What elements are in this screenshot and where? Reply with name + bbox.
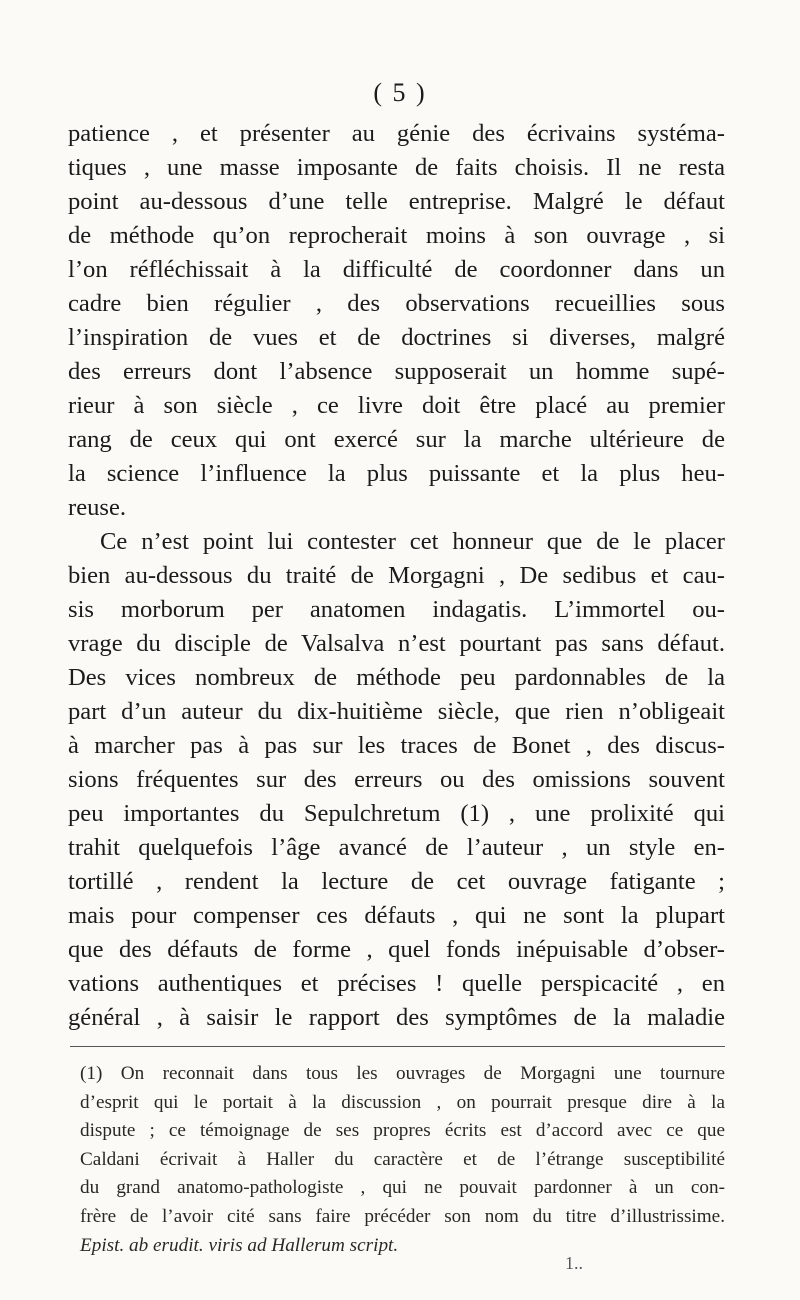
page-number: ( 5 ) xyxy=(373,78,427,107)
text-line: vations authentiques et précises ! quelle perspicacité , en xyxy=(68,970,725,997)
footnote-line: (1) On reconnait dans tous les ouvrages de Morgagni une tournure xyxy=(80,1063,725,1084)
footnote-line: du grand anatomo-pathologiste , qui ne pouvait pardonner à un con- xyxy=(80,1177,725,1199)
text-line: vrage du disciple de Valsalva n’est pourtant pas sans défaut. xyxy=(68,630,725,657)
text-line: l’inspiration de vues et de doctrines si diverses, malgré xyxy=(68,324,725,351)
text-line: reuse. xyxy=(68,494,127,521)
text-line: rieur à son siècle , ce livre doit être placé au premier xyxy=(68,392,725,419)
printer-signature-mark: 1.. xyxy=(565,1253,583,1273)
text-line: part d’un auteur du dix-huitième siècle, que rien n’obligeait xyxy=(68,698,725,725)
footnote xyxy=(80,1060,725,1260)
text-line: tiques , une masse imposante de faits choisis. Il ne resta xyxy=(68,154,725,181)
text-line: patience , et présenter au génie des écrivains systéma- xyxy=(68,120,725,147)
text-line: de méthode qu’on reprocherait moins à son ouvrage , si xyxy=(68,222,725,249)
text-line: cadre bien régulier , des observations recueillies sous xyxy=(68,290,725,317)
text-line: point au-dessous d’une telle entreprise. Malgré le défaut xyxy=(68,188,725,215)
text-line: mais pour compenser ces défauts , qui ne sont la plupart xyxy=(68,902,725,929)
text-line: Ce n’est point lui contester cet honneur que de le placer xyxy=(100,528,725,555)
text-line: rang de ceux qui ont exercé sur la marche ultérieure de xyxy=(68,426,725,453)
text-line: sions fréquentes sur des erreurs ou des omissions souvent xyxy=(68,766,725,793)
footnote-divider xyxy=(70,1046,725,1047)
main-text xyxy=(68,117,725,1035)
text-line: bien au-dessous du traité de Morgagni , De sedibus et cau- xyxy=(68,562,725,589)
footnote-line: dispute ; ce témoignage de ses propres écrits est d’accord avec ce que xyxy=(80,1120,725,1142)
footnote-line: Epist. ab erudit. viris ad Hallerum script. xyxy=(80,1234,399,1256)
footnote-line: d’esprit qui le portait à la discussion , on pourrait presque dire à la xyxy=(80,1091,725,1113)
text-line: sis morborum per anatomen indagatis. L’immortel ou- xyxy=(68,596,725,623)
text-line: Des vices nombreux de méthode peu pardonnables de la xyxy=(68,664,725,691)
text-line: tortillé , rendent la lecture de cet ouvrage fatigante ; xyxy=(68,868,725,895)
text-line: trahit quelquefois l’âge avancé de l’auteur , un style en- xyxy=(68,834,725,861)
footnote-line: frère de l’avoir cité sans faire précéder son nom du titre d’illustrissime. xyxy=(80,1205,725,1227)
text-line: que des défauts de forme , quel fonds inépuisable d’obser- xyxy=(68,936,725,963)
text-line: l’on réfléchissait à la difficulté de coordonner dans un xyxy=(68,256,725,283)
text-line: à marcher pas à pas sur les traces de Bonet , des discus- xyxy=(68,732,725,759)
text-line: des erreurs dont l’absence supposerait un homme supé- xyxy=(68,358,725,385)
footnote-line: Caldani écrivait à Haller du caractère et de l’étrange susceptibilité xyxy=(80,1148,725,1170)
text-line: la science l’influence la plus puissante et la plus heu- xyxy=(68,460,725,487)
text-line: peu importantes du Sepulchretum (1) , une prolixité qui xyxy=(68,800,725,827)
text-line: général , à saisir le rapport des symptômes de la maladie xyxy=(68,1004,725,1031)
